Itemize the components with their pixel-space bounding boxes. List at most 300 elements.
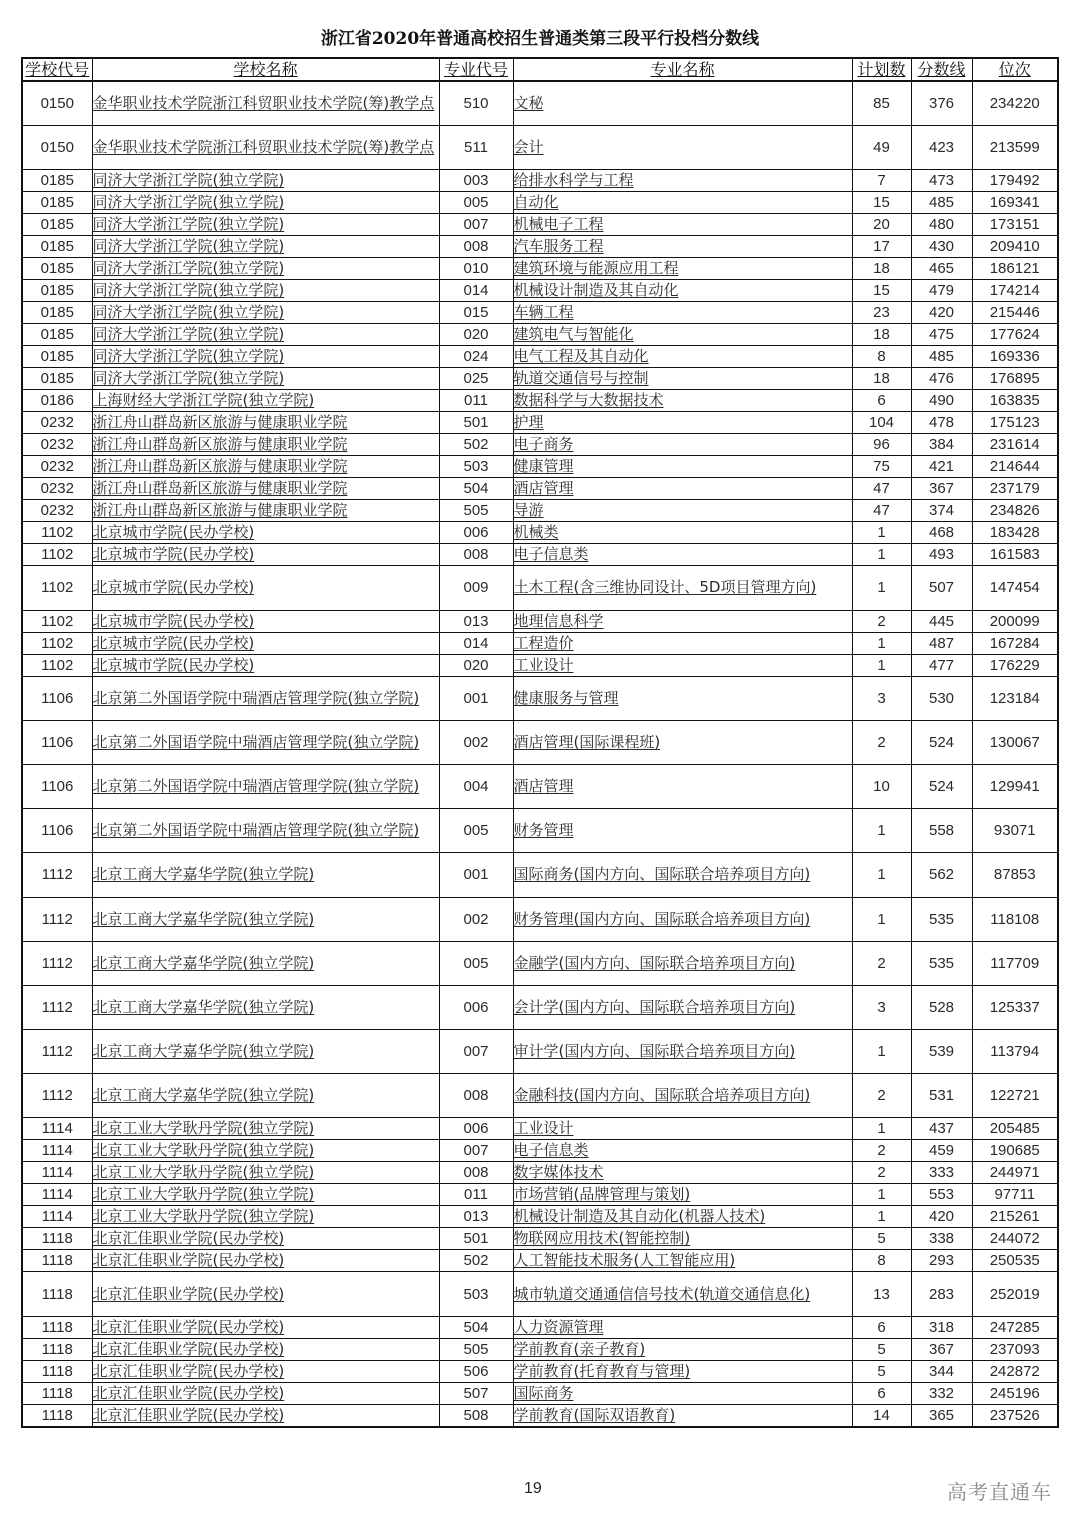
cell-score-line: 485	[911, 192, 972, 214]
cell-rank: 237179	[972, 478, 1058, 500]
cell-plan-count: 18	[852, 324, 911, 346]
table-row	[22, 214, 1058, 236]
cell-major-code: 505	[439, 1338, 513, 1360]
cell-major-name: 机械电子工程	[513, 214, 852, 236]
cell-school-name: 北京第二外国语学院中瑞酒店管理学院(独立学院)	[92, 764, 439, 808]
cell-school-code: 0185	[22, 236, 92, 258]
cell-major-code: 002	[439, 897, 513, 941]
cell-score-line: 344	[911, 1360, 972, 1382]
cell-major-name: 轨道交通信号与控制	[513, 368, 852, 390]
table-row	[22, 1404, 1058, 1427]
header-major-name: 专业名称	[513, 58, 852, 81]
cell-school-code: 0185	[22, 214, 92, 236]
cell-school-code: 1106	[22, 809, 92, 853]
cell-score-line: 376	[911, 81, 972, 126]
cell-major-name: 机械设计制造及其自动化(机器人技术)	[513, 1206, 852, 1228]
cell-score-line: 420	[911, 302, 972, 324]
admission-score-table	[21, 57, 1059, 1428]
cell-school-name: 北京汇佳职业学院(民办学校)	[92, 1404, 439, 1427]
cell-school-code: 1106	[22, 764, 92, 808]
cell-major-name: 酒店管理	[513, 764, 852, 808]
cell-school-name: 同济大学浙江学院(独立学院)	[92, 302, 439, 324]
cell-school-code: 0185	[22, 192, 92, 214]
cell-school-name: 北京工业大学耿丹学院(独立学院)	[92, 1184, 439, 1206]
cell-school-name: 北京第二外国语学院中瑞酒店管理学院(独立学院)	[92, 676, 439, 720]
cell-major-code: 008	[439, 544, 513, 566]
table-row	[22, 280, 1058, 302]
cell-rank: 237093	[972, 1338, 1058, 1360]
cell-major-code: 007	[439, 1140, 513, 1162]
cell-major-name: 会计	[513, 126, 852, 170]
cell-rank: 175123	[972, 412, 1058, 434]
table-row	[22, 1162, 1058, 1184]
cell-school-code: 1112	[22, 941, 92, 985]
cell-school-code: 1106	[22, 676, 92, 720]
cell-score-line: 487	[911, 632, 972, 654]
cell-plan-count: 96	[852, 434, 911, 456]
cell-rank: 122721	[972, 1074, 1058, 1118]
cell-rank: 167284	[972, 632, 1058, 654]
table-row	[22, 985, 1058, 1029]
table-row	[22, 809, 1058, 853]
cell-major-name: 电气工程及其自动化	[513, 346, 852, 368]
table-row	[22, 610, 1058, 632]
cell-rank: 97711	[972, 1184, 1058, 1206]
table-row	[22, 126, 1058, 170]
cell-rank: 186121	[972, 258, 1058, 280]
cell-major-code: 005	[439, 809, 513, 853]
cell-rank: 113794	[972, 1030, 1058, 1074]
cell-plan-count: 2	[852, 1074, 911, 1118]
cell-plan-count: 17	[852, 236, 911, 258]
cell-major-code: 001	[439, 853, 513, 897]
cell-rank: 252019	[972, 1272, 1058, 1316]
cell-plan-count: 7	[852, 170, 911, 192]
cell-major-name: 土木工程(含三维协同设计、5D项目管理方向)	[513, 566, 852, 610]
cell-plan-count: 47	[852, 500, 911, 522]
cell-score-line: 365	[911, 1404, 972, 1427]
cell-major-name: 学前教育(托育教育与管理)	[513, 1360, 852, 1382]
cell-major-name: 工程造价	[513, 632, 852, 654]
table-row	[22, 897, 1058, 941]
cell-major-name: 人工智能技术服务(人工智能应用)	[513, 1250, 852, 1272]
cell-school-code: 1114	[22, 1206, 92, 1228]
table-row	[22, 170, 1058, 192]
table-row	[22, 81, 1058, 126]
cell-score-line: 478	[911, 412, 972, 434]
cell-major-code: 010	[439, 258, 513, 280]
cell-rank: 130067	[972, 720, 1058, 764]
cell-rank: 117709	[972, 941, 1058, 985]
cell-score-line: 367	[911, 478, 972, 500]
cell-major-code: 011	[439, 390, 513, 412]
cell-plan-count: 2	[852, 720, 911, 764]
cell-plan-count: 1	[852, 1184, 911, 1206]
cell-school-code: 1102	[22, 654, 92, 676]
table-row	[22, 368, 1058, 390]
cell-major-name: 健康管理	[513, 456, 852, 478]
cell-plan-count: 3	[852, 676, 911, 720]
cell-score-line: 535	[911, 897, 972, 941]
cell-rank: 213599	[972, 126, 1058, 170]
cell-major-name: 地理信息科学	[513, 610, 852, 632]
cell-rank: 234220	[972, 81, 1058, 126]
cell-plan-count: 2	[852, 610, 911, 632]
cell-plan-count: 15	[852, 192, 911, 214]
cell-school-name: 北京工业大学耿丹学院(独立学院)	[92, 1162, 439, 1184]
cell-major-name: 健康服务与管理	[513, 676, 852, 720]
cell-rank: 234826	[972, 500, 1058, 522]
cell-major-name: 工业设计	[513, 654, 852, 676]
cell-rank: 200099	[972, 610, 1058, 632]
cell-school-name: 浙江舟山群岛新区旅游与健康职业学院	[92, 412, 439, 434]
cell-school-name: 北京城市学院(民办学校)	[92, 566, 439, 610]
cell-major-code: 504	[439, 478, 513, 500]
header-school-name: 学校名称	[92, 58, 439, 81]
cell-rank: 215446	[972, 302, 1058, 324]
cell-major-code: 510	[439, 81, 513, 126]
table-row	[22, 632, 1058, 654]
cell-school-name: 同济大学浙江学院(独立学院)	[92, 170, 439, 192]
cell-school-code: 0185	[22, 368, 92, 390]
cell-score-line: 562	[911, 853, 972, 897]
cell-school-name: 北京汇佳职业学院(民办学校)	[92, 1250, 439, 1272]
header-school-code: 学校代号	[22, 58, 92, 81]
cell-plan-count: 6	[852, 390, 911, 412]
cell-score-line: 485	[911, 346, 972, 368]
cell-plan-count: 5	[852, 1360, 911, 1382]
cell-major-code: 006	[439, 522, 513, 544]
cell-rank: 169336	[972, 346, 1058, 368]
cell-plan-count: 1	[852, 566, 911, 610]
cell-major-name: 金融科技(国内方向、国际联合培养项目方向)	[513, 1074, 852, 1118]
cell-plan-count: 1	[852, 1118, 911, 1140]
cell-school-code: 1118	[22, 1382, 92, 1404]
cell-major-code: 024	[439, 346, 513, 368]
table-row	[22, 676, 1058, 720]
cell-rank: 176229	[972, 654, 1058, 676]
cell-score-line: 553	[911, 1184, 972, 1206]
cell-major-name: 自动化	[513, 192, 852, 214]
cell-major-code: 504	[439, 1316, 513, 1338]
cell-school-code: 1118	[22, 1404, 92, 1427]
cell-school-name: 金华职业技术学院浙江科贸职业技术学院(筹)教学点	[92, 81, 439, 126]
table-row	[22, 720, 1058, 764]
cell-major-name: 财务管理	[513, 809, 852, 853]
table-row	[22, 390, 1058, 412]
cell-school-code: 1118	[22, 1316, 92, 1338]
cell-major-name: 电子信息类	[513, 1140, 852, 1162]
cell-rank: 231614	[972, 434, 1058, 456]
table-row	[22, 236, 1058, 258]
cell-school-code: 1118	[22, 1250, 92, 1272]
cell-score-line: 524	[911, 720, 972, 764]
cell-major-name: 机械类	[513, 522, 852, 544]
cell-rank: 205485	[972, 1118, 1058, 1140]
cell-school-name: 金华职业技术学院浙江科贸职业技术学院(筹)教学点	[92, 126, 439, 170]
table-row	[22, 1074, 1058, 1118]
cell-score-line: 459	[911, 1140, 972, 1162]
cell-school-name: 北京工业大学耿丹学院(独立学院)	[92, 1140, 439, 1162]
cell-rank: 214644	[972, 456, 1058, 478]
cell-school-name: 同济大学浙江学院(独立学院)	[92, 192, 439, 214]
cell-school-code: 1112	[22, 985, 92, 1029]
cell-major-name: 护理	[513, 412, 852, 434]
cell-major-code: 015	[439, 302, 513, 324]
cell-school-code: 0150	[22, 126, 92, 170]
cell-school-code: 1112	[22, 1074, 92, 1118]
cell-school-name: 同济大学浙江学院(独立学院)	[92, 280, 439, 302]
cell-school-code: 0185	[22, 170, 92, 192]
cell-rank: 173151	[972, 214, 1058, 236]
cell-score-line: 445	[911, 610, 972, 632]
cell-major-name: 机械设计制造及其自动化	[513, 280, 852, 302]
cell-rank: 247285	[972, 1316, 1058, 1338]
cell-school-code: 0232	[22, 434, 92, 456]
cell-major-code: 502	[439, 1250, 513, 1272]
table-row	[22, 1140, 1058, 1162]
cell-rank: 244072	[972, 1228, 1058, 1250]
cell-score-line: 374	[911, 500, 972, 522]
cell-plan-count: 8	[852, 1250, 911, 1272]
table-row	[22, 324, 1058, 346]
cell-major-name: 建筑环境与能源应用工程	[513, 258, 852, 280]
cell-score-line: 430	[911, 236, 972, 258]
cell-score-line: 465	[911, 258, 972, 280]
table-row	[22, 853, 1058, 897]
cell-major-name: 工业设计	[513, 1118, 852, 1140]
cell-rank: 242872	[972, 1360, 1058, 1382]
cell-school-name: 同济大学浙江学院(独立学院)	[92, 258, 439, 280]
cell-major-name: 学前教育(亲子教育)	[513, 1338, 852, 1360]
table-row	[22, 192, 1058, 214]
cell-school-name: 北京城市学院(民办学校)	[92, 522, 439, 544]
table-row	[22, 566, 1058, 610]
cell-major-code: 003	[439, 170, 513, 192]
table-row	[22, 258, 1058, 280]
cell-plan-count: 8	[852, 346, 911, 368]
cell-major-name: 数字媒体技术	[513, 1162, 852, 1184]
watermark: 高考直通车	[947, 1480, 1052, 1504]
cell-school-name: 北京汇佳职业学院(民办学校)	[92, 1316, 439, 1338]
cell-major-code: 020	[439, 324, 513, 346]
cell-school-code: 1114	[22, 1118, 92, 1140]
cell-plan-count: 1	[852, 654, 911, 676]
cell-school-code: 1102	[22, 566, 92, 610]
header-rank: 位次	[972, 58, 1058, 81]
cell-school-code: 0232	[22, 500, 92, 522]
cell-school-code: 1102	[22, 544, 92, 566]
cell-plan-count: 1	[852, 632, 911, 654]
cell-major-code: 014	[439, 632, 513, 654]
cell-plan-count: 6	[852, 1382, 911, 1404]
cell-school-code: 0185	[22, 302, 92, 324]
cell-major-code: 013	[439, 610, 513, 632]
cell-school-code: 0186	[22, 390, 92, 412]
cell-rank: 215261	[972, 1206, 1058, 1228]
cell-plan-count: 2	[852, 941, 911, 985]
cell-plan-count: 5	[852, 1228, 911, 1250]
cell-school-name: 北京汇佳职业学院(民办学校)	[92, 1382, 439, 1404]
cell-major-code: 506	[439, 1360, 513, 1382]
cell-major-code: 005	[439, 941, 513, 985]
cell-rank: 179492	[972, 170, 1058, 192]
cell-rank: 123184	[972, 676, 1058, 720]
cell-major-code: 508	[439, 1404, 513, 1427]
cell-school-code: 1112	[22, 897, 92, 941]
cell-school-name: 浙江舟山群岛新区旅游与健康职业学院	[92, 500, 439, 522]
cell-rank: 129941	[972, 764, 1058, 808]
cell-school-code: 0185	[22, 346, 92, 368]
cell-major-name: 市场营销(品牌管理与策划)	[513, 1184, 852, 1206]
cell-plan-count: 49	[852, 126, 911, 170]
cell-plan-count: 47	[852, 478, 911, 500]
cell-score-line: 493	[911, 544, 972, 566]
cell-school-name: 同济大学浙江学院(独立学院)	[92, 346, 439, 368]
cell-score-line: 490	[911, 390, 972, 412]
cell-plan-count: 2	[852, 1162, 911, 1184]
cell-plan-count: 1	[852, 1030, 911, 1074]
cell-major-name: 文秘	[513, 81, 852, 126]
cell-major-code: 007	[439, 214, 513, 236]
cell-score-line: 338	[911, 1228, 972, 1250]
table-row	[22, 522, 1058, 544]
cell-score-line: 530	[911, 676, 972, 720]
cell-school-code: 0150	[22, 81, 92, 126]
table-row	[22, 434, 1058, 456]
table-row	[22, 1338, 1058, 1360]
cell-major-name: 审计学(国内方向、国际联合培养项目方向)	[513, 1030, 852, 1074]
cell-major-code: 002	[439, 720, 513, 764]
cell-rank: 177624	[972, 324, 1058, 346]
cell-major-code: 006	[439, 1118, 513, 1140]
table-row	[22, 500, 1058, 522]
cell-rank: 118108	[972, 897, 1058, 941]
cell-major-code: 005	[439, 192, 513, 214]
cell-school-name: 同济大学浙江学院(独立学院)	[92, 236, 439, 258]
table-row	[22, 1360, 1058, 1382]
cell-school-name: 北京工业大学耿丹学院(独立学院)	[92, 1206, 439, 1228]
cell-plan-count: 1	[852, 853, 911, 897]
cell-rank: 250535	[972, 1250, 1058, 1272]
table-row	[22, 412, 1058, 434]
cell-plan-count: 75	[852, 456, 911, 478]
cell-school-code: 1118	[22, 1360, 92, 1382]
cell-school-code: 1114	[22, 1184, 92, 1206]
cell-plan-count: 6	[852, 1316, 911, 1338]
cell-school-name: 上海财经大学浙江学院(独立学院)	[92, 390, 439, 412]
document-title: 浙江省2020年普通高校招生普通类第三段平行投档分数线	[320, 29, 760, 49]
cell-plan-count: 1	[852, 544, 911, 566]
cell-school-name: 北京汇佳职业学院(民办学校)	[92, 1360, 439, 1382]
table-row	[22, 1382, 1058, 1404]
cell-school-code: 1112	[22, 1030, 92, 1074]
table-row	[22, 456, 1058, 478]
cell-rank: 183428	[972, 522, 1058, 544]
cell-plan-count: 13	[852, 1272, 911, 1316]
cell-score-line: 479	[911, 280, 972, 302]
cell-major-name: 导游	[513, 500, 852, 522]
cell-score-line: 528	[911, 985, 972, 1029]
page-number: 19	[524, 1480, 542, 1497]
cell-score-line: 318	[911, 1316, 972, 1338]
cell-major-code: 011	[439, 1184, 513, 1206]
header-major-code: 专业代号	[439, 58, 513, 81]
cell-plan-count: 1	[852, 522, 911, 544]
cell-plan-count: 5	[852, 1338, 911, 1360]
cell-school-name: 北京工业大学耿丹学院(独立学院)	[92, 1118, 439, 1140]
cell-score-line: 524	[911, 764, 972, 808]
cell-school-code: 0185	[22, 324, 92, 346]
cell-major-code: 008	[439, 1074, 513, 1118]
cell-plan-count: 1	[852, 809, 911, 853]
cell-major-name: 国际商务(国内方向、国际联合培养项目方向)	[513, 853, 852, 897]
cell-major-code: 008	[439, 1162, 513, 1184]
cell-score-line: 507	[911, 566, 972, 610]
cell-school-code: 1102	[22, 632, 92, 654]
cell-school-code: 1102	[22, 522, 92, 544]
cell-school-name: 北京工商大学嘉华学院(独立学院)	[92, 1030, 439, 1074]
cell-school-code: 1114	[22, 1162, 92, 1184]
cell-plan-count: 10	[852, 764, 911, 808]
cell-score-line: 384	[911, 434, 972, 456]
cell-rank: 125337	[972, 985, 1058, 1029]
cell-score-line: 283	[911, 1272, 972, 1316]
cell-major-code: 505	[439, 500, 513, 522]
cell-rank: 163835	[972, 390, 1058, 412]
cell-school-code: 0232	[22, 456, 92, 478]
table-row	[22, 1030, 1058, 1074]
cell-score-line: 476	[911, 368, 972, 390]
cell-school-code: 0185	[22, 280, 92, 302]
table-row	[22, 1250, 1058, 1272]
table-row	[22, 1316, 1058, 1338]
cell-score-line: 468	[911, 522, 972, 544]
cell-major-name: 给排水科学与工程	[513, 170, 852, 192]
cell-score-line: 473	[911, 170, 972, 192]
cell-score-line: 423	[911, 126, 972, 170]
cell-score-line: 475	[911, 324, 972, 346]
cell-school-code: 0185	[22, 258, 92, 280]
cell-school-name: 浙江舟山群岛新区旅游与健康职业学院	[92, 434, 439, 456]
cell-plan-count: 23	[852, 302, 911, 324]
cell-school-code: 1102	[22, 610, 92, 632]
table-header-row	[22, 58, 1058, 81]
cell-rank: 174214	[972, 280, 1058, 302]
cell-plan-count: 104	[852, 412, 911, 434]
cell-major-code: 014	[439, 280, 513, 302]
cell-school-name: 北京汇佳职业学院(民办学校)	[92, 1228, 439, 1250]
cell-major-name: 学前教育(国际双语教育)	[513, 1404, 852, 1427]
cell-school-name: 北京第二外国语学院中瑞酒店管理学院(独立学院)	[92, 809, 439, 853]
cell-major-name: 会计学(国内方向、国际联合培养项目方向)	[513, 985, 852, 1029]
cell-plan-count: 1	[852, 1206, 911, 1228]
cell-rank: 176895	[972, 368, 1058, 390]
table-row	[22, 478, 1058, 500]
cell-score-line: 293	[911, 1250, 972, 1272]
cell-major-code: 008	[439, 236, 513, 258]
cell-rank: 190685	[972, 1140, 1058, 1162]
cell-school-code: 1106	[22, 720, 92, 764]
cell-plan-count: 85	[852, 81, 911, 126]
cell-plan-count: 14	[852, 1404, 911, 1427]
cell-major-code: 004	[439, 764, 513, 808]
table-row	[22, 544, 1058, 566]
cell-major-code: 503	[439, 456, 513, 478]
table-row	[22, 654, 1058, 676]
cell-plan-count: 1	[852, 897, 911, 941]
cell-major-code: 507	[439, 1382, 513, 1404]
